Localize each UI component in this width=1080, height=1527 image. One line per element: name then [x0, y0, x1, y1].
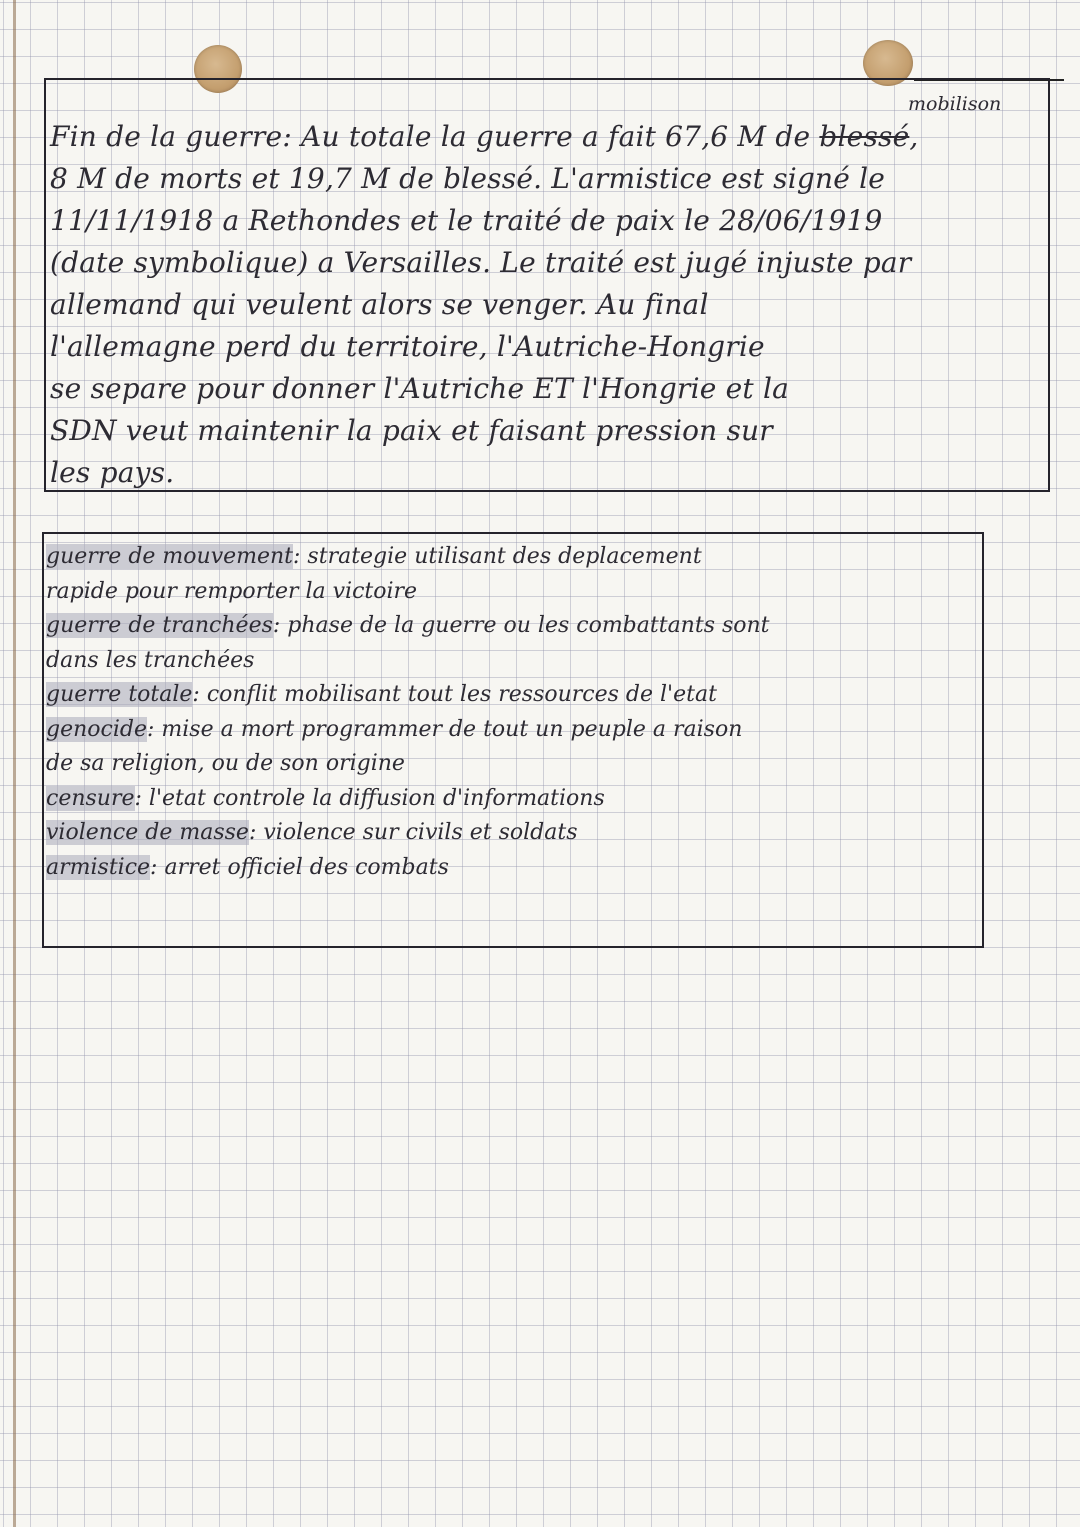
glossary-entry: guerre totale: conflit mobilisant tout les ressources de l'etat: [46, 682, 717, 707]
glossary-term: violence de masse: [46, 820, 249, 845]
summary-line: se separe pour donner l'Autriche ET l'Hongrie et la: [50, 372, 790, 405]
summary-line: les pays.: [50, 456, 175, 489]
glossary-entry: censure: l'etat controle la diffusion d'informations: [46, 785, 605, 811]
notebook-margin-line: [13, 0, 16, 1527]
glossary-entry: guerre de tranchées: phase de la guerre ou les combattants sont: [46, 613, 770, 638]
glossary-continuation: rapide pour remporter la victoire: [46, 578, 418, 604]
glossary-entry: genocide: mise a mort programmer de tout un peuple a raison: [46, 716, 743, 742]
glossary-term: armistice: [46, 854, 151, 880]
summary-line: allemand qui veulent alors se venger. Au final: [50, 288, 709, 321]
glossary-term: censure: [46, 785, 135, 811]
glossary-entry: guerre de mouvement: strategie utilisant des deplacement: [46, 544, 702, 569]
handwritten-correction: mobilison: [908, 93, 1002, 115]
summary-line: SDN veut maintenir la paix et faisant pression sur: [50, 414, 773, 447]
crossed-out-word: blessé: [819, 120, 910, 153]
glossary-term: guerre de tranchées: [46, 613, 273, 638]
glossary-term: genocide: [46, 716, 147, 742]
summary-line: Fin de la guerre: Au totale la guerre a fait 67,6 M de blessé,: [50, 120, 919, 153]
summary-line: (date symbolique) a Versailles. Le traité est jugé injuste par: [50, 246, 912, 279]
glossary-list: [46, 540, 981, 885]
glossary-entry: armistice: arret officiel des combats: [46, 854, 449, 880]
glossary-entry: violence de masse: violence sur civils et soldats: [46, 820, 578, 845]
glossary-term: guerre de mouvement: [46, 544, 294, 569]
summary-line: 11/11/1918 a Rethondes et le traité de paix le 28/06/1919: [50, 204, 883, 237]
glossary-continuation: de sa religion, ou de son origine: [46, 751, 405, 776]
summary-line: 8 M de morts et 19,7 M de blessé. L'armistice est signé le: [50, 162, 886, 195]
glossary-term: guerre totale: [46, 682, 193, 707]
glossary-continuation: dans les tranchées: [46, 647, 255, 673]
war-end-summary: [50, 116, 1040, 494]
summary-line: l'allemagne perd du territoire, l'Autriche-Hongrie: [50, 330, 765, 363]
